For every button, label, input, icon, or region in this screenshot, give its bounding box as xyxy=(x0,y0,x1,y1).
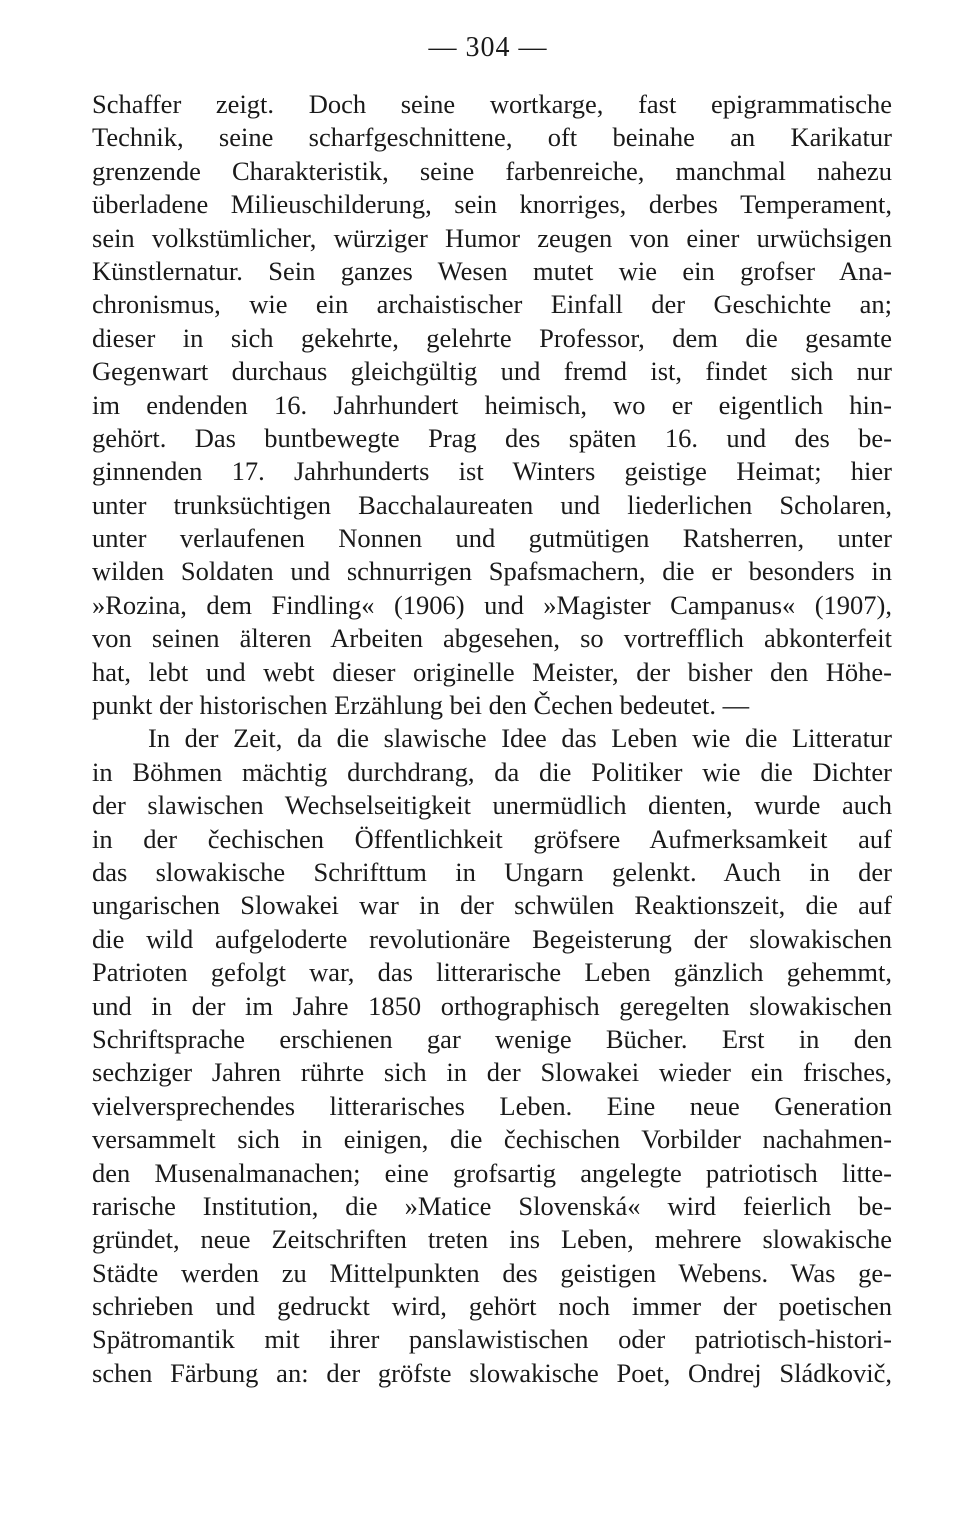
text-line: den Musenalmanachen; eine grofsartig angelegte patriotisch litte- xyxy=(92,1157,892,1188)
paragraph-end-line: punkt der historischen Erzählung bei den Čechen bedeutet. — xyxy=(92,690,750,721)
text-line: im endenden 16. Jahrhundert heimisch, wo er eigentlich hin- xyxy=(92,389,892,420)
text-line: ginnenden 17. Jahrhunderts ist Winters geistige Heimat; hier xyxy=(92,456,892,487)
text-line: »Rozina, dem Findling« (1906) und »Magister Campanus« (1907), xyxy=(92,589,892,620)
body-text xyxy=(92,88,892,1390)
text-line: versammelt sich in einigen, die čechischen Vorbilder nachahmen- xyxy=(92,1124,892,1155)
text-line: gehört. Das buntbewegte Prag des späten 16. und des be- xyxy=(92,422,892,453)
text-line: Künstlernatur. Sein ganzes Wesen mutet wie ein grofser Ana- xyxy=(92,255,892,286)
text-line: unter verlaufenen Nonnen und gutmütigen Ratsherren, unter xyxy=(92,523,892,554)
text-line: wilden Soldaten und schnurrigen Spafsmachern, die er besonders in xyxy=(92,556,892,587)
text-line: Patrioten gefolgt war, das litterarische Leben gänzlich gehemmt, xyxy=(92,957,892,988)
text-line: von seinen älteren Arbeiten abgesehen, so vortrefflich abkonterfeit xyxy=(92,623,892,654)
text-line: rarische Institution, die »Matice Slovenská« wird feierlich be- xyxy=(92,1190,892,1221)
text-line: schrieben und gedruckt wird, gehört noch immer der poetischen xyxy=(92,1291,892,1322)
text-line: schen Färbung an: der gröfste slowakische Poet, Ondrej Sládkovič, xyxy=(92,1357,892,1388)
text-line: dieser in sich gekehrte, gelehrte Professor, dem die gesamte xyxy=(92,322,892,353)
text-line: Schriftsprache erschienen gar wenige Bücher. Erst in den xyxy=(92,1023,892,1054)
text-line: in der čechischen Öffentlichkeit gröfsere Aufmerksamkeit auf xyxy=(92,823,892,854)
text-line: Gegenwart durchaus gleichgültig und fremd ist, findet sich nur xyxy=(92,356,892,387)
paragraph-start-line: In der Zeit, da die slawische Idee das Leben wie die Litteratur xyxy=(148,723,892,754)
text-line: Spätromantik mit ihrer panslawistischen oder patriotisch-histori- xyxy=(92,1324,892,1355)
text-line: gründet, neue Zeitschriften treten ins Leben, mehrere slowakische xyxy=(92,1224,892,1255)
text-line: ungarischen Slowakei war in der schwülen Reaktionszeit, die auf xyxy=(92,890,892,921)
text-line: überladene Milieuschilderung, sein knorriges, derbes Temperament, xyxy=(92,189,892,220)
text-line: vielversprechendes litterarisches Leben. Eine neue Generation xyxy=(92,1090,892,1121)
text-line: Technik, seine scharfgeschnittene, oft beinahe an Karikatur xyxy=(92,122,892,153)
text-line: Städte werden zu Mittelpunkten des geistigen Webens. Was ge- xyxy=(92,1257,892,1288)
text-line: sein volkstümlicher, würziger Humor zeugen von einer urwüchsigen xyxy=(92,222,892,253)
page-number: — 304 — xyxy=(428,32,548,63)
text-line: hat, lebt und webt dieser originelle Meister, der bisher den Höhe- xyxy=(92,656,892,687)
text-line: das slowakische Schrifttum in Ungarn gelenkt. Auch in der xyxy=(92,856,892,887)
text-line: sechziger Jahren rührte sich in der Slowakei wieder ein frisches, xyxy=(92,1057,892,1088)
text-line: unter trunksüchtigen Bacchalaureaten und liederlichen Scholaren, xyxy=(92,489,892,520)
text-line: grenzende Charakteristik, seine farbenreiche, manchmal nahezu xyxy=(92,155,892,186)
text-line: und in der im Jahre 1850 orthographisch geregelten slowakischen xyxy=(92,990,892,1021)
text-line: chronismus, wie ein archaistischer Einfall der Geschichte an; xyxy=(92,289,892,320)
text-line: in Böhmen mächtig durchdrang, da die Politiker wie die Dichter xyxy=(92,756,892,787)
text-line: die wild aufgeloderte revolutionäre Begeisterung der slowakischen xyxy=(92,923,892,954)
text-line: Schaffer zeigt. Doch seine wortkarge, fast epigrammatische xyxy=(92,89,892,119)
text-line: der slawischen Wechselseitigkeit unermüdlich dienten, wurde auch xyxy=(92,790,892,821)
